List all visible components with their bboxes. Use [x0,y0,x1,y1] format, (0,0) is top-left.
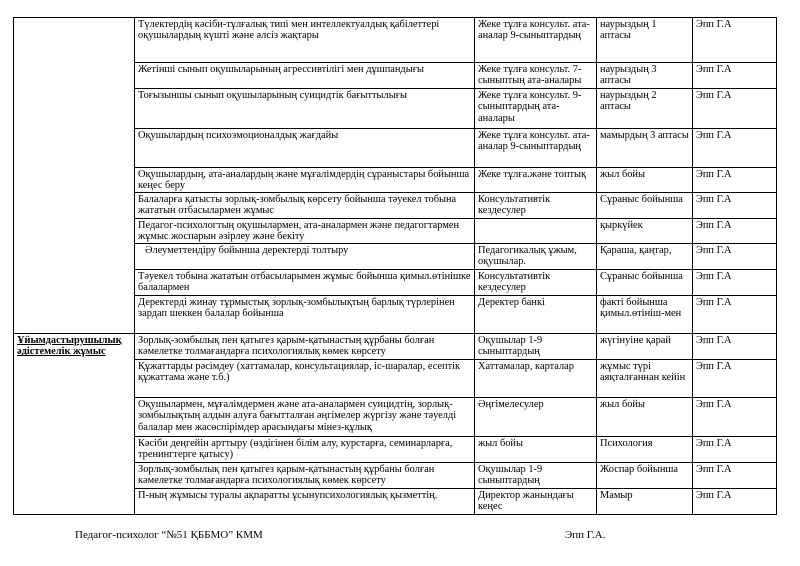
time-cell: Психология [597,437,693,463]
form-cell: Педагогикалық ұжым, оқушылар. [475,244,597,270]
responsible-cell: Эпп Г.А [693,398,777,437]
time-cell: жыл бойы [597,398,693,437]
form-cell: Оқушылар 1-9 сыныптардың [475,334,597,360]
time-cell: наурыздың 2 аптасы [597,89,693,129]
form-cell: жыл бойы [475,437,597,463]
responsible-cell: Эпп Г.А [693,89,777,129]
responsible-cell: Эпп Г.А [693,437,777,463]
responsible-cell: Эпп Г.А [693,463,777,489]
footer-signature: Эпп Г.А. [565,529,606,541]
time-cell: Мамыр [597,489,693,515]
activity-cell: Зорлық-зомбылық пен қатыгез қарым-қатынастың құрбаны болған кәмелетке толмағандарға психологиялық көмек көрсету [135,334,475,360]
section-cell [14,18,135,334]
form-cell: Деректер банкі [475,296,597,334]
activity-cell: Түлектердің кәсіби-тұлғалық типі мен интеллектуалдық қабілеттері оқушылардың күшті және әлсіз жақтары [135,18,475,63]
responsible-cell: Эпп Г.А [693,18,777,63]
activity-cell: Педагог-психологтың оқушылармен, ата-аналармен және педагогтармен жұмыс жоспарын әзірлеу және бекіту [135,219,475,244]
form-cell: Консультативтік кездесулер [475,270,597,296]
time-cell: наурыздың 3 аптасы [597,63,693,89]
footer-position: Педагог-психолог “№51 ҚББМО” КММ [75,529,263,541]
responsible-cell: Эпп Г.А [693,489,777,515]
form-cell: Жеке тұлға консульт. 9-сыныптардың ата-аналары [475,89,597,129]
time-cell: жыл бойы [597,168,693,193]
time-cell: жүгінуіне қарай [597,334,693,360]
form-cell: Хаттамалар, карталар [475,360,597,398]
activity-cell: Оқушылармен, мұғалімдермен және ата-аналармен суицидтің, зорлық-зомбылықтың алдын алуға бағытталған әңгімелер жүргізу және тәуелді балалар мен жасөспірімдер арасындағы мінез-құлық [135,398,475,437]
activity-cell: Зорлық-зомбылық пен қатыгез қарым-қатынастың құрбаны болған кәмелетке толмағандарға психологиялық көмек көрсету [135,463,475,489]
activity-cell: Кәсіби деңгейін арттыру (өздігінен білім алу, курстарға, семинарларға, тренингтерге қатысу) [135,437,475,463]
responsible-cell: Эпп Г.А [693,270,777,296]
time-cell: факті бойынша қимыл.өтініш-мен [597,296,693,334]
responsible-cell: Эпп Г.А [693,193,777,219]
table-row [14,18,777,63]
form-cell: Әңгімелесулер [475,398,597,437]
form-cell: Жеке тұлға.және топтық [475,168,597,193]
responsible-cell: Эпп Г.А [693,296,777,334]
activity-cell: Әлеуметтендіру бойынша деректерді толтыру [135,244,475,270]
form-cell: Жеке тұлға консульт. ата-аналар 9-сыныптардың [475,18,597,63]
activity-cell: Деректерді жинау тұрмыстық зорлық-зомбылықтың барлық түрлерінен зардап шеккен балалар бойынша [135,296,475,334]
responsible-cell: Эпп Г.А [693,219,777,244]
responsible-cell: Эпп Г.А [693,334,777,360]
section-title: Ұйымдастырушылық әдістемелік жұмыс [14,334,135,515]
time-cell: Сұраныс бойынша [597,193,693,219]
activity-cell: Балаларға қатысты зорлық-зомбылық көрсету бойынша тәуекел тобына жататын отбасылармен жұмыс [135,193,475,219]
activity-cell: Тоғызыншы сынып оқушыларының суицидтік бағыттылығы [135,89,475,129]
activity-cell: П-ның жұмысы туралы ақпаратты ұсынупсихологиялық қызметтің. [135,489,475,515]
responsible-cell: Эпп Г.А [693,168,777,193]
activity-cell: Тәуекел тобына жататын отбасыларымен жұмыс бойынша қимыл.өтінішке балалармен [135,270,475,296]
table-row [14,334,777,360]
responsible-cell: Эпп Г.А [693,129,777,168]
time-cell: қыркүйек [597,219,693,244]
form-cell: Оқушылар 1-9 сыныптардың [475,463,597,489]
activity-cell: Оқушылардың, ата-аналардың және мұғалімдердің сұраныстары бойынша кеңес беру [135,168,475,193]
responsible-cell: Эпп Г.А [693,360,777,398]
time-cell: жұмыс түрі аяқталғаннан кейін [597,360,693,398]
work-plan-table [13,17,777,515]
time-cell: наурыздың 1 аптасы [597,18,693,63]
form-cell: Директор жанындағы кеңес [475,489,597,515]
activity-cell: Құжаттарды рәсімдеу (хаттамалар, консультациялар, іс-шаралар, есептік құжаттама және т.б.) [135,360,475,398]
time-cell: мамырдың 3 аптасы [597,129,693,168]
form-cell [475,219,597,244]
time-cell: Қараша, қаңтар, [597,244,693,270]
activity-cell: Оқушылардың психоэмоционалдық жағдайы [135,129,475,168]
time-cell: Жоспар бойынша [597,463,693,489]
form-cell: Консультативтік кездесулер [475,193,597,219]
responsible-cell: Эпп Г.А [693,244,777,270]
form-cell: Жеке тұлға консульт. 7-сыныптың ата-аналары [475,63,597,89]
activity-cell: Жетінші сынып оқушыларының агрессивтілігі мен дұшпандығы [135,63,475,89]
responsible-cell: Эпп Г.А [693,63,777,89]
time-cell: Сұраныс бойынша [597,270,693,296]
form-cell: Жеке тұлға консульт. ата-аналар 9-сыныптардың [475,129,597,168]
